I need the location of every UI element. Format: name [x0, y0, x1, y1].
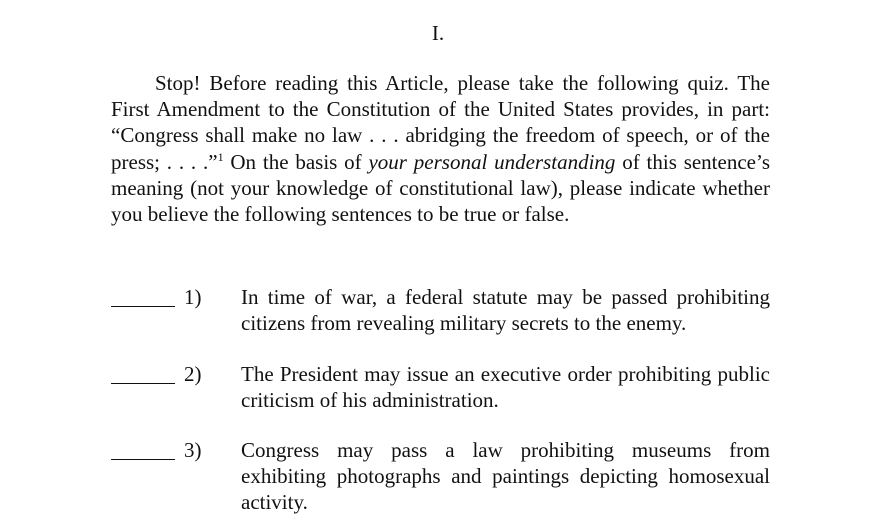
- answer-blank-3[interactable]: [111, 459, 175, 460]
- intro-paragraph: [111, 70, 770, 227]
- item-number-2: 2): [184, 362, 202, 386]
- answer-blank-2[interactable]: [111, 383, 175, 384]
- item-number-1: 1): [184, 285, 202, 309]
- section-heading: I.: [431, 21, 445, 45]
- intro-text: Stop! Before reading this Article, please take the following quiz. The First Amendment to the Constitution of the United States provides, in part: “Congress shall make no law . . . abridging the freedom of speech, or of the press; . . . .”: [111, 71, 770, 174]
- intro-text-end: of this sentence’s meaning (not your knowledge of constitutional law), please indicate whether you believe the following sentences to be true or false.: [111, 149, 770, 227]
- answer-blank-1[interactable]: [111, 306, 175, 307]
- item-number-3: 3): [184, 438, 202, 462]
- footnote-marker[interactable]: 1: [217, 149, 224, 164]
- item-text-2: The President may issue an executive order prohibiting public criticism of his administration.: [241, 362, 770, 413]
- intro-text-continued: On the basis of: [223, 149, 369, 174]
- item-text-3: Congress may pass a law prohibiting museums from exhibiting photographs and paintings depicting homosexual activity.: [241, 438, 770, 515]
- item-text-1: In time of war, a federal statute may be passed prohibiting citizens from revealing military secrets to the enemy.: [241, 285, 770, 336]
- emphasized-phrase: your personal understanding: [368, 149, 616, 174]
